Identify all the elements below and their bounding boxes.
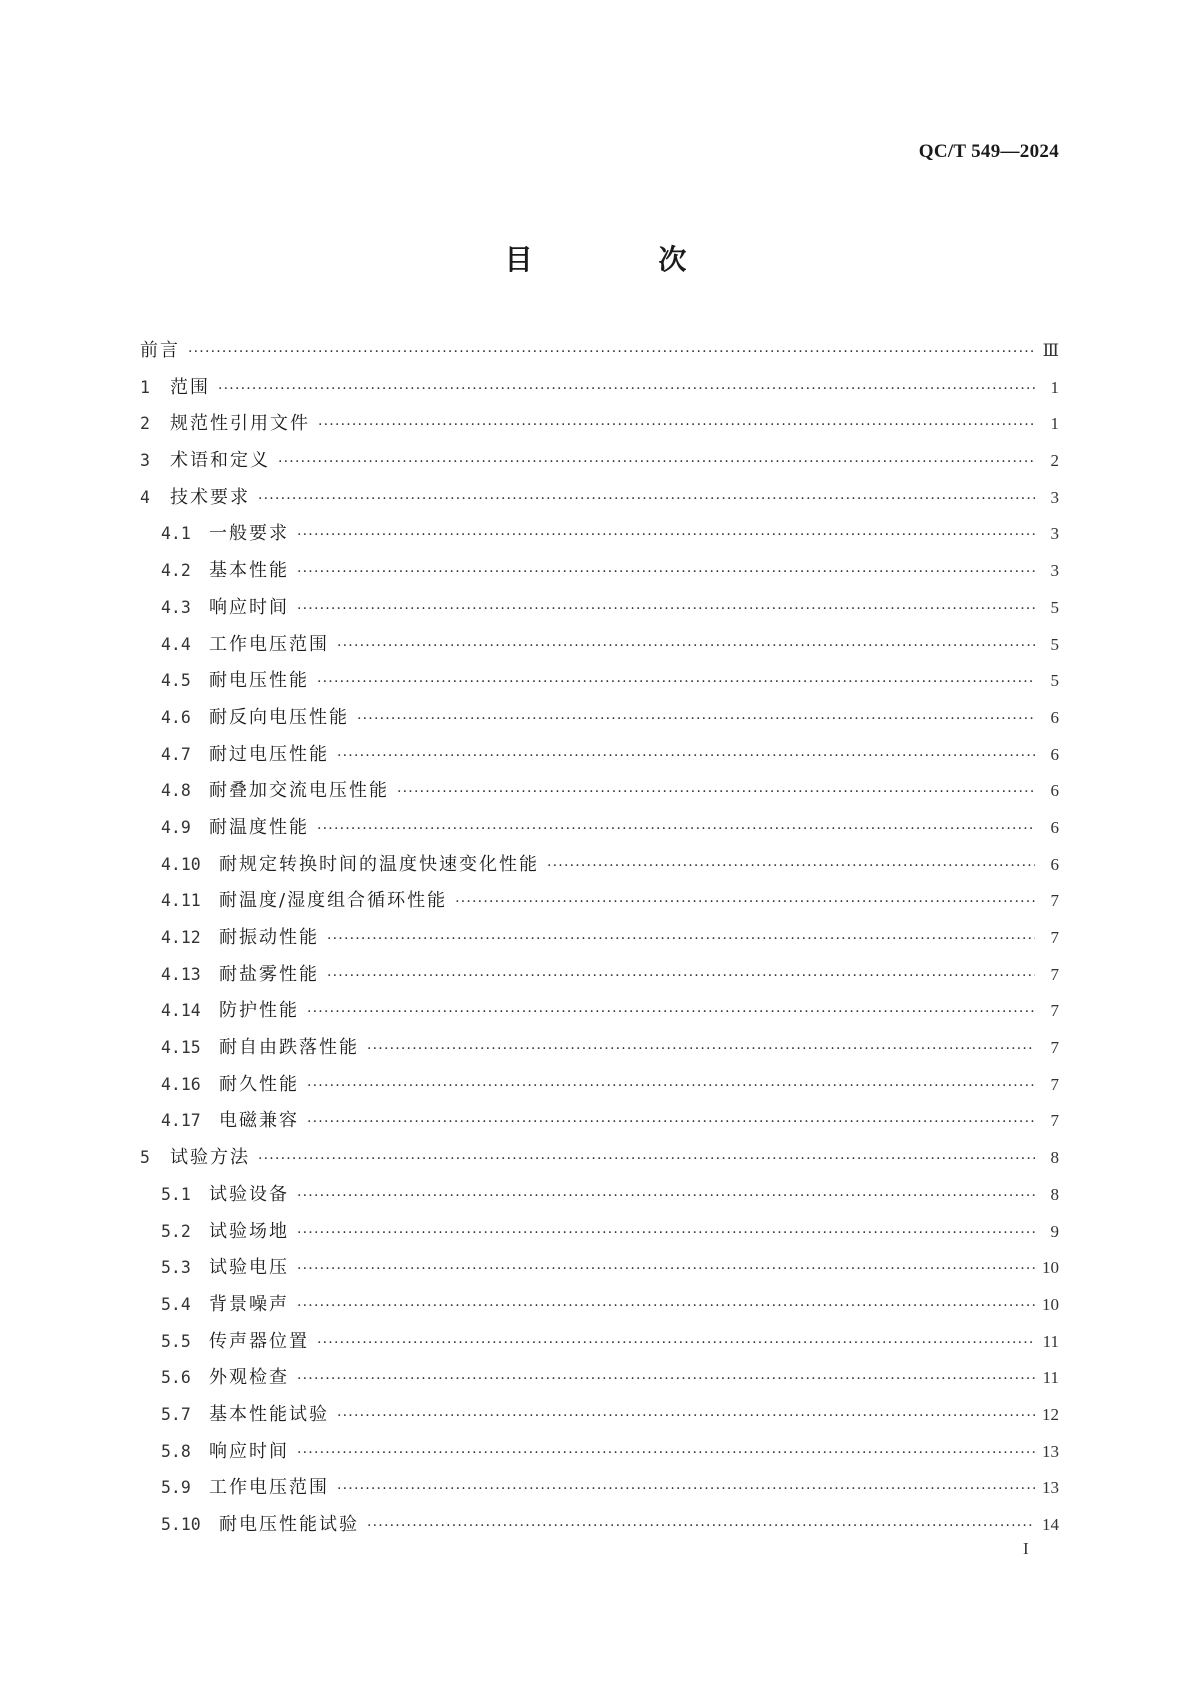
toc-entry[interactable] — [140, 373, 1059, 410]
toc-entry-number: 4.1 — [161, 524, 191, 544]
toc-entry-page: 7 — [1050, 964, 1059, 984]
toc-entry-page: 2 — [1050, 451, 1059, 471]
toc-entry-number: 5.5 — [161, 1331, 191, 1351]
toc-leader-dots — [547, 858, 1035, 874]
toc-entry-page: 7 — [1050, 891, 1059, 911]
toc-entry-number: 4.10 — [161, 854, 201, 874]
toc-leader-dots — [297, 601, 1035, 617]
toc-entry-label: 范围 — [170, 376, 210, 398]
toc-entry-label: 耐久性能 — [219, 1073, 299, 1095]
toc-leader-dots — [307, 1078, 1035, 1094]
toc-entry[interactable] — [140, 1253, 1059, 1290]
toc-entry[interactable] — [140, 1473, 1059, 1510]
toc-leader-dots — [188, 344, 1035, 360]
toc-entry-number: 2 — [140, 414, 150, 434]
toc-entry-label: 术语和定义 — [170, 450, 270, 472]
toc-entry[interactable] — [140, 1327, 1059, 1364]
toc-leader-dots — [337, 638, 1035, 654]
toc-leader-dots — [337, 1408, 1035, 1424]
toc-entry-page: 7 — [1050, 1074, 1059, 1094]
toc-entry-number: 5.6 — [161, 1368, 191, 1388]
toc-entry-label: 响应时间 — [209, 1440, 289, 1462]
toc-entry-label: 耐盐雾性能 — [219, 963, 319, 985]
toc-entry[interactable] — [140, 960, 1059, 997]
toc-leader-dots — [297, 1298, 1035, 1314]
toc-entry[interactable] — [140, 1070, 1059, 1107]
toc-entry-page: Ⅲ — [1042, 341, 1059, 360]
toc-entry-page: 11 — [1042, 1331, 1059, 1351]
toc-entry[interactable] — [140, 850, 1059, 887]
toc-leader-dots — [297, 1445, 1035, 1461]
toc-entry[interactable] — [140, 886, 1059, 923]
toc-entry-page: 7 — [1050, 1001, 1059, 1021]
toc-entry[interactable] — [140, 1180, 1059, 1217]
toc-entry-label: 规范性引用文件 — [170, 413, 310, 435]
toc-entry[interactable] — [140, 483, 1059, 520]
table-of-contents — [140, 336, 1059, 1547]
toc-entry[interactable] — [140, 1217, 1059, 1254]
toc-entry-page: 13 — [1042, 1478, 1059, 1498]
toc-leader-dots — [218, 381, 1035, 397]
toc-entry-page: 8 — [1050, 1148, 1059, 1168]
toc-entry-page: 8 — [1050, 1184, 1059, 1204]
toc-entry[interactable] — [140, 409, 1059, 446]
toc-entry-number: 4.6 — [161, 707, 191, 727]
toc-entry[interactable] — [140, 996, 1059, 1033]
page-title: 目 次 — [504, 243, 745, 276]
toc-leader-dots — [367, 1518, 1035, 1534]
toc-leader-dots — [367, 1041, 1035, 1057]
toc-entry[interactable] — [140, 446, 1059, 483]
toc-leader-dots — [318, 417, 1035, 433]
toc-entry-label: 防护性能 — [219, 1000, 299, 1022]
page-number: I — [1023, 1539, 1029, 1558]
toc-leader-dots — [317, 821, 1035, 837]
toc-entry-label: 耐电压性能试验 — [219, 1514, 359, 1535]
toc-entry-number: 4.8 — [161, 781, 191, 801]
toc-entry-label: 试验方法 — [170, 1147, 250, 1169]
toc-entry[interactable] — [140, 703, 1059, 740]
toc-entry-number: 4.5 — [161, 671, 191, 691]
toc-leader-dots — [317, 674, 1035, 690]
toc-entry-number: 3 — [140, 451, 150, 471]
toc-entry[interactable] — [140, 1363, 1059, 1400]
toc-entry[interactable] — [140, 1143, 1059, 1180]
toc-entry-number: 5.8 — [161, 1441, 191, 1461]
toc-entry-page: 3 — [1050, 561, 1059, 581]
toc-entry-label: 响应时间 — [209, 596, 289, 618]
toc-entry-number: 4.11 — [161, 891, 201, 911]
toc-entry[interactable] — [140, 666, 1059, 703]
toc-leader-dots — [297, 1188, 1035, 1204]
toc-entry[interactable] — [140, 1400, 1059, 1437]
toc-leader-dots — [327, 931, 1035, 947]
toc-entry-number: 4.16 — [161, 1074, 201, 1094]
toc-entry-page: 3 — [1050, 524, 1059, 544]
toc-entry[interactable] — [140, 1106, 1059, 1143]
toc-entry-page: 5 — [1050, 634, 1059, 654]
toc-entry-number: 5.1 — [161, 1184, 191, 1204]
toc-entry-page: 10 — [1042, 1258, 1059, 1278]
toc-entry-number: 4.9 — [161, 817, 191, 837]
toc-leader-dots — [455, 894, 1035, 910]
toc-entry-number: 4.14 — [161, 1001, 201, 1021]
toc-entry-page: 10 — [1042, 1294, 1059, 1314]
toc-leader-dots — [327, 968, 1035, 984]
toc-entry-label: 技术要求 — [170, 486, 250, 508]
toc-entry[interactable] — [140, 813, 1059, 850]
toc-entry-page: 13 — [1042, 1441, 1059, 1461]
toc-leader-dots — [278, 454, 1035, 470]
toc-entry[interactable] — [140, 923, 1059, 960]
toc-leader-dots — [297, 564, 1035, 580]
toc-entry-label: 耐规定转换时间的温度快速变化性能 — [219, 853, 539, 875]
toc-entry-number: 5.3 — [161, 1258, 191, 1278]
toc-entry-label: 基本性能 — [209, 560, 289, 582]
toc-entry-label: 耐过电压性能 — [209, 743, 329, 765]
toc-entry[interactable] — [140, 593, 1059, 630]
toc-leader-dots — [297, 1261, 1035, 1277]
toc-entry-number: 4.12 — [161, 928, 201, 947]
toc-entry-page: 6 — [1050, 854, 1059, 874]
toc-leader-dots — [307, 1114, 1035, 1130]
toc-entry-page: 11 — [1042, 1368, 1059, 1388]
toc-entry-page: 1 — [1050, 377, 1059, 397]
toc-entry-page: 6 — [1050, 781, 1059, 801]
toc-entry-page: 7 — [1050, 1038, 1059, 1058]
toc-entry-number: 4.2 — [161, 561, 191, 581]
toc-entry-number: 4.17 — [161, 1111, 201, 1131]
toc-entry[interactable] — [140, 1437, 1059, 1474]
toc-entry[interactable] — [140, 1290, 1059, 1327]
toc-entry[interactable] — [140, 630, 1059, 667]
toc-entry-label: 耐温度/湿度组合循环性能 — [219, 890, 448, 912]
toc-entry-number: 5.2 — [161, 1221, 191, 1241]
toc-entry-page: 6 — [1050, 817, 1059, 837]
toc-entry-label: 试验电压 — [209, 1257, 289, 1279]
toc-entry-page: 5 — [1050, 671, 1059, 691]
toc-entry-page: 9 — [1050, 1221, 1059, 1241]
toc-leader-dots — [337, 748, 1035, 764]
toc-entry-label: 背景噪声 — [209, 1293, 289, 1315]
toc-leader-dots — [307, 1004, 1035, 1020]
toc-entry-number: 1 — [140, 377, 150, 397]
toc-entry-page: 14 — [1042, 1515, 1059, 1534]
toc-leader-dots — [297, 1225, 1035, 1241]
toc-entry[interactable] — [140, 1510, 1059, 1547]
toc-entry-label: 一般要求 — [209, 523, 289, 545]
toc-entry[interactable] — [140, 776, 1059, 813]
toc-entry[interactable] — [140, 519, 1059, 556]
toc-leader-dots — [258, 1151, 1035, 1167]
toc-leader-dots — [297, 527, 1035, 543]
toc-leader-dots — [357, 711, 1035, 727]
toc-entry-label: 耐振动性能 — [219, 927, 319, 948]
toc-entry-label: 前言 — [140, 340, 180, 361]
toc-entry-page: 6 — [1050, 744, 1059, 764]
toc-entry-number: 4.13 — [161, 964, 201, 984]
toc-entry-number: 4.3 — [161, 597, 191, 617]
toc-leader-dots — [297, 1371, 1035, 1387]
toc-entry-number: 4.15 — [161, 1038, 201, 1058]
toc-entry-page: 7 — [1050, 928, 1059, 947]
toc-leader-dots — [337, 1481, 1035, 1497]
toc-entry-number: 4.7 — [161, 744, 191, 764]
toc-entry-label: 耐电压性能 — [209, 670, 309, 692]
toc-entry-label: 耐温度性能 — [209, 816, 309, 838]
toc-leader-dots — [317, 1335, 1035, 1351]
toc-entry-page: 12 — [1042, 1404, 1059, 1424]
toc-entry[interactable] — [140, 1033, 1059, 1070]
toc-entry-label: 耐反向电压性能 — [209, 706, 349, 728]
toc-entry[interactable] — [140, 336, 1059, 373]
toc-entry-label: 试验场地 — [209, 1220, 289, 1242]
toc-entry[interactable] — [140, 740, 1059, 777]
toc-entry-number: 5 — [140, 1148, 150, 1168]
toc-entry-label: 耐叠加交流电压性能 — [209, 780, 389, 802]
toc-entry-page: 6 — [1050, 707, 1059, 727]
toc-entry-label: 工作电压范围 — [209, 633, 329, 655]
toc-entry-page: 3 — [1050, 487, 1059, 507]
toc-entry-page: 1 — [1050, 414, 1059, 434]
toc-entry-label: 电磁兼容 — [219, 1110, 299, 1132]
toc-entry-number: 4 — [140, 487, 150, 507]
toc-entry-number: 5.4 — [161, 1294, 191, 1314]
toc-entry-page: 5 — [1050, 597, 1059, 617]
toc-entry-number: 4.4 — [161, 634, 191, 654]
toc-entry-page: 7 — [1050, 1111, 1059, 1131]
toc-entry[interactable] — [140, 556, 1059, 593]
toc-leader-dots — [258, 491, 1035, 507]
toc-entry-label: 试验设备 — [209, 1183, 289, 1205]
toc-entry-number: 5.9 — [161, 1478, 191, 1498]
standard-code: QC/T 549—2024 — [918, 141, 1059, 162]
toc-entry-label: 传声器位置 — [209, 1330, 309, 1352]
toc-entry-label: 基本性能试验 — [209, 1403, 329, 1425]
toc-entry-number: 5.10 — [161, 1515, 201, 1534]
toc-entry-label: 外观检查 — [209, 1367, 289, 1389]
toc-leader-dots — [397, 784, 1035, 800]
toc-entry-label: 耐自由跌落性能 — [219, 1037, 359, 1059]
toc-entry-number: 5.7 — [161, 1404, 191, 1424]
toc-entry-label: 工作电压范围 — [209, 1477, 329, 1499]
